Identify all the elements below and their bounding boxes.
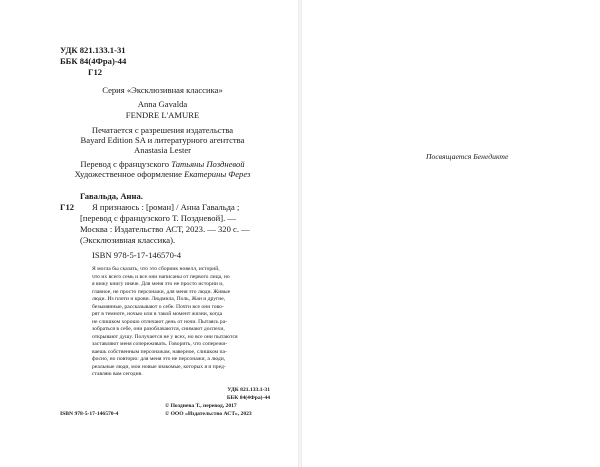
catalog-line-2: [перевод с французского Т. Поздневой]. — (80, 213, 236, 223)
annotation-line: не слишком хорошо отличают день от ночи. Пытаясь ра- (92, 318, 228, 325)
translation-label: Перевод с французского (80, 159, 172, 169)
author-mark: Г12 (88, 67, 103, 77)
catalog-isbn: ISBN 978-5-17-146570-4 (92, 250, 182, 260)
annotation (92, 266, 270, 379)
copyright-translation: © Позднева Т., перевод, 2017 (165, 403, 237, 409)
translation-credit (60, 159, 265, 170)
designer-name: Екатерины Ферез (184, 169, 251, 179)
annotation-line: ставляю вам сегодня. (92, 371, 143, 377)
catalog-line-4: (Эксклюзивная классика). (80, 235, 176, 245)
annotation-line: зобраться в себе, они разоблачаются, снимают доспехи, (92, 326, 225, 332)
footer-bbk: ББК 84(4Фра)-44 (226, 395, 270, 401)
annotation-line: рят в темноте, ночью или в такой момент жизни, когда (92, 311, 223, 317)
original-title: FENDRE L'AMURE (125, 110, 200, 120)
annotation-line: заставляют меня сопереживать. Говорить, что сопережи- (92, 341, 228, 347)
permission-line-3: Anastasia Lester (133, 145, 192, 155)
annotation-line: открывают душу. Получается не у всех, но все они пытаются (92, 333, 238, 340)
catalog-author: Гавальда, Анна. (80, 191, 143, 201)
dedication: Посвящается Бенедикте (426, 152, 509, 161)
annotation-line: фосно, но повторю: для меня это не персонажи, а люди, (92, 356, 226, 362)
isbn-bottom: ISBN 978-5-17-146570-4 (60, 411, 119, 417)
catalog-mark: Г12 (60, 202, 75, 212)
annotation-line: безымянные, рассказывают о себе. Почти все они гово- (92, 303, 224, 310)
annotation-line: Я могла бы сказать, что это сборник новелл, историй, (92, 266, 220, 272)
permission-line-1: Печатается с разрешения издательства (91, 125, 234, 135)
annotation-line: ваешь собственным персонажам, наверное, слишком па- (92, 348, 227, 355)
design-label: Художественное оформление (74, 169, 185, 179)
udk-code: УДК 821.133.1-31 (60, 45, 126, 55)
series-line: Серия «Эксклюзивная классика» (102, 85, 223, 95)
bbk-code: ББК 84(4Фра)-44 (60, 56, 127, 66)
catalog-line-1: Я признаюсь : [роман] / Анна Гавальда ; (92, 202, 240, 212)
footer-udk: УДК 821.133.1-31 (227, 387, 270, 393)
catalog-line-3: Москва : Издательство АСТ, 2023. — 320 с. — (80, 224, 250, 234)
annotation-line: реальные люди, мои новые знакомые, которых я и пред- (92, 363, 226, 370)
copyright-publisher: © ООО «Издательство АСТ», 2023 (165, 411, 252, 417)
design-credit (60, 169, 265, 180)
permission-line-2: Bayard Edition SA и литературного агентства (80, 135, 245, 145)
translator-name: Татьяны Поздневой (171, 159, 245, 169)
annotation-line: люди. Из плоти и крови. Людмила, Поль, Жан и другие, (92, 296, 226, 302)
annotation-line: я вижу книгу иначе. Для меня это не просто истории и, (92, 281, 224, 287)
left-page (0, 0, 298, 467)
annotation-line: главное, не просто персонажи, для меня это люди. Живые (92, 288, 231, 295)
original-author: Anna Gavalda (137, 99, 188, 109)
annotation-line: что их всего семь и все они написаны от первого лица, но (92, 273, 230, 280)
right-page (302, 0, 600, 467)
